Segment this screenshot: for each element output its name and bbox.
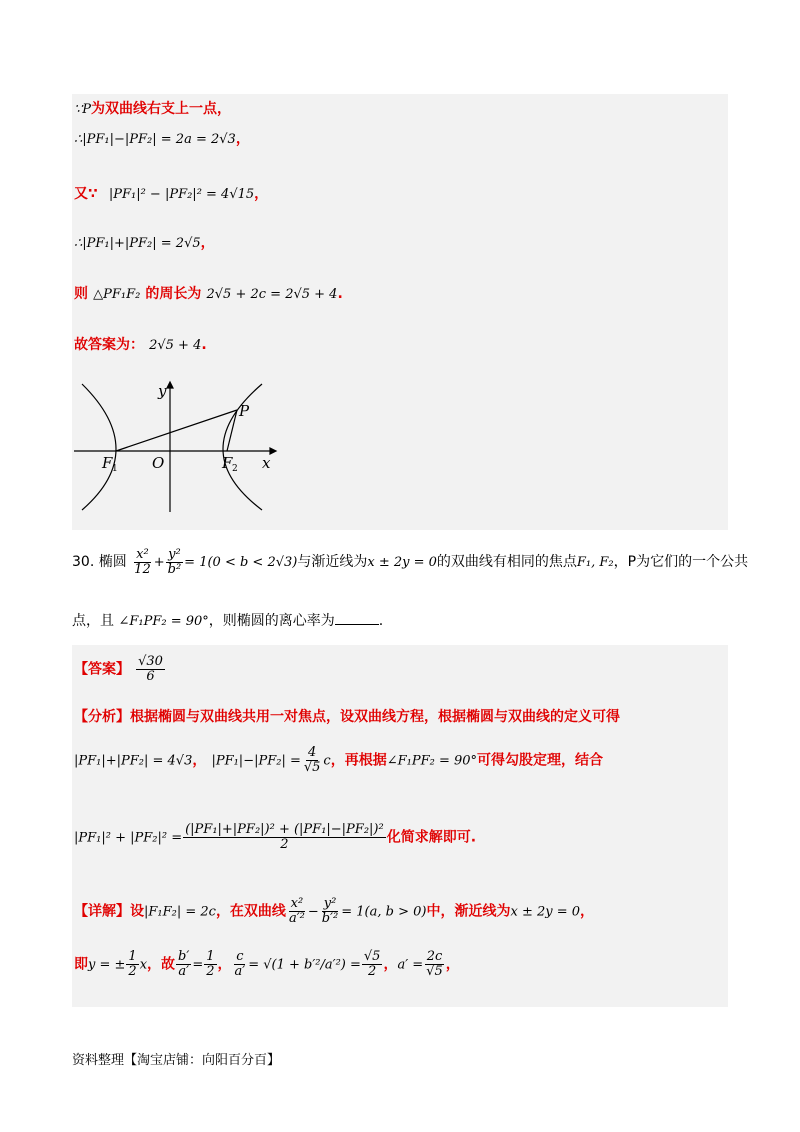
fraction: $\frac{1}{2}$	[206, 949, 215, 979]
prefix: 故答案为：	[74, 337, 144, 353]
f2-sub: 2	[232, 464, 238, 474]
fraction: $\frac{\text{y²}}{\text{b²}}$	[167, 547, 182, 577]
math: x	[139, 957, 148, 973]
punct: ，	[200, 235, 215, 251]
text: ，P为它们的一个公共	[613, 554, 749, 571]
math: |PF₁|² − |PF₂|² = 4√15	[108, 187, 255, 202]
math: = 1(a, b > 0)	[341, 904, 427, 920]
analysis-line-3	[74, 823, 476, 851]
math: 2√5 + 2c = 2√5 + 4	[206, 287, 338, 302]
fraction: $\frac{b'}{a'}$	[178, 949, 190, 979]
y-label: y	[158, 382, 167, 400]
hyperbola-figure	[72, 378, 282, 518]
math: ∠F₁PF₂ = 90°	[386, 753, 478, 769]
segment-f2-p	[227, 410, 237, 451]
x-axis-arrow	[270, 448, 276, 454]
sep: ，	[445, 956, 460, 973]
math: |PF₁|−|PF₂| =	[211, 753, 301, 769]
fraction: $\frac{1}{2}$	[128, 949, 137, 979]
question-line-1	[72, 548, 748, 576]
analysis-line-2	[74, 746, 603, 774]
math: c	[323, 753, 331, 769]
detail-line-1	[74, 897, 594, 925]
math: |PF₁|+|PF₂| = 4√3	[74, 753, 193, 769]
detail-line-2: 即y = ± $\frac{1}{2}$ x，故 $\frac{b'}{a'}$ = $\frac{1}{2}$ ， $\frac{c}{a'}$ = √(1 + b′²/a′²) = $\frac{√5}{2}$ ，a′ = $\frac{2c}{√5}$ ，	[74, 949, 460, 979]
sep: ，	[192, 752, 207, 769]
sep: ，	[217, 956, 232, 973]
text: 点，且	[72, 613, 114, 629]
text: ，在双曲线	[215, 903, 286, 920]
analysis-line-1	[74, 706, 620, 726]
text: 中，渐近线为	[426, 903, 511, 920]
op: −	[307, 904, 319, 920]
fraction: $\frac{\text{y²}}{\text{b′²}}$	[321, 896, 339, 926]
solution-line-3	[74, 183, 268, 203]
text: 化简求解即可.	[386, 829, 477, 846]
f2-label: F	[222, 454, 233, 472]
op: +	[153, 555, 165, 571]
solution-line-5	[74, 283, 343, 303]
punct: .	[201, 337, 207, 353]
math: F₁, F₂	[576, 555, 614, 571]
prefix: 则	[74, 286, 88, 302]
question-number: 30.	[72, 554, 95, 571]
math: |F₁F₂| = 2c	[144, 904, 216, 920]
solution-line-6	[74, 334, 207, 354]
o-label: O	[152, 454, 165, 472]
text: ，	[580, 903, 595, 920]
x-label: x	[262, 454, 271, 472]
text: ，故	[147, 956, 176, 973]
math: ∴|PF₁|+|PF₂| = 2√5	[74, 236, 201, 251]
math: ∵P	[74, 102, 92, 117]
answer-line	[74, 655, 166, 683]
math: y = ±	[88, 957, 126, 973]
text: 可得勾股定理，结合	[477, 752, 604, 769]
math: a′ =	[397, 957, 424, 973]
math: x ± 2y = 0	[367, 555, 437, 571]
fraction: $\frac{\text{x²}}{\text{a′²}}$	[288, 896, 305, 926]
text: 椭圆	[98, 554, 127, 571]
math: 2√5 + 4	[149, 338, 202, 353]
question-line-2	[72, 610, 383, 630]
prefix: 又∵	[74, 186, 98, 202]
prefix: 即	[74, 956, 88, 973]
answer-fraction: $\frac{√30}{6}$	[138, 654, 163, 684]
text: 为双曲线右支上一点，	[91, 101, 232, 117]
text: .	[378, 613, 384, 629]
solution-line-1	[74, 98, 231, 118]
math: ∠F₁PF₂ = 90°	[118, 614, 209, 629]
fraction: $\frac{c}{a'}$	[234, 949, 246, 979]
y-axis-arrow	[167, 382, 173, 388]
punct: .	[337, 286, 343, 302]
fraction: $\frac{√5}{2}$	[363, 949, 381, 979]
text: 与渐近线为	[297, 554, 368, 571]
fraction: $\frac{4}{√5}$	[303, 745, 321, 775]
math: = √(1 + b′²/a′²) =	[248, 957, 361, 973]
math: △PF₁F₂	[93, 287, 141, 302]
fraction: $\frac{\text{x²}}{12}$	[134, 547, 151, 577]
segment-f1-p	[116, 410, 237, 451]
punct: ，	[235, 131, 250, 147]
sep: ，	[383, 956, 398, 973]
fraction: $\frac{\text{(|PF₁|+|PF₂|)² + (|PF₁|−|PF₂|)²}}{2}$	[185, 822, 384, 852]
math: |PF₁|² + |PF₂|² =	[74, 830, 183, 846]
footer-source: 资料整理【淘宝店铺：向阳百分百】	[72, 1053, 281, 1068]
solution-line-2	[74, 128, 250, 148]
answer-blank	[335, 624, 379, 625]
analysis-label: 【分析】根据椭圆与双曲线共用一对焦点，设双曲线方程，根据椭圆与双曲线的定义可得	[74, 709, 620, 725]
mid: 的周长为	[145, 286, 202, 302]
solution-line-4	[74, 232, 215, 252]
math: = 1(0 < b < 2√3)	[184, 555, 298, 571]
math: x ± 2y = 0	[510, 904, 581, 920]
detail-label: 【详解】设	[74, 903, 144, 920]
text: ，则椭圆的离心率为	[208, 613, 335, 629]
text: 的双曲线有相同的焦点	[436, 554, 577, 571]
text: ，再根据	[330, 752, 387, 769]
f1-label: F	[102, 454, 113, 472]
answer-label: 【答案】	[74, 661, 130, 678]
p-label: P	[239, 402, 250, 420]
punct: ，	[254, 186, 269, 202]
left-branch	[82, 384, 116, 510]
f1-sub: 1	[112, 464, 118, 474]
math: ∴|PF₁|−|PF₂| = 2a = 2√3	[74, 132, 236, 147]
fraction: $\frac{2c}{√5}$	[426, 949, 443, 979]
